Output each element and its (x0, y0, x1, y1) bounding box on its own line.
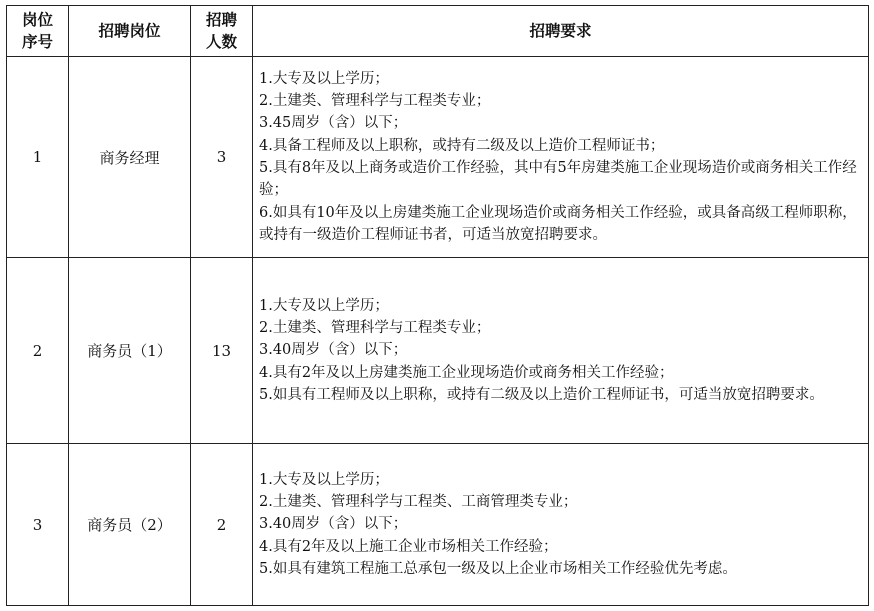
requirement-line: 1.大专及以上学历； (259, 297, 389, 314)
requirement-line: 2.土建类、管理科学与工程类专业； (259, 93, 491, 110)
table-row (7, 444, 869, 606)
row-no: 1 (7, 57, 69, 258)
row-count: 2 (191, 444, 253, 606)
row-count: 3 (191, 57, 253, 258)
table-row (7, 57, 869, 258)
requirement-line: 1.大专及以上学历； (259, 471, 389, 488)
requirement-line: 1.大专及以上学历； (259, 70, 389, 87)
row-requirements (253, 258, 869, 444)
row-position: 商务经理 (69, 57, 191, 258)
row-position: 商务员（2） (69, 444, 191, 606)
requirement-line: 3.40周岁（含）以下； (259, 516, 408, 533)
requirement-line: 5.如具有建筑工程施工总承包一级及以上企业市场相关工作经验优先考虑。 (259, 560, 737, 577)
recruitment-table (6, 5, 869, 606)
header-no: 岗位序号 (7, 6, 69, 57)
requirement-line: 4.具备工程师及以上职称，或持有二级及以上造价工程师证书； (259, 137, 665, 154)
requirement-line: 3.40周岁（含）以下； (259, 342, 408, 359)
header-requirements: 招聘要求 (253, 6, 869, 57)
row-position: 商务员（1） (69, 258, 191, 444)
requirement-line: 5.如具有工程师及以上职称，或持有二级及以上造价工程师证书，可适当放宽招聘要求。 (259, 386, 824, 403)
requirement-line: 2.土建类、管理科学与工程类、工商管理类专业； (259, 494, 578, 511)
header-row (7, 6, 869, 57)
row-count: 13 (191, 258, 253, 444)
requirement-line: 6.如具有10年及以上房建类施工企业现场造价或商务相关工作经验，或具备高级工程师职称，或持有一级造价工程师证书者，可适当放宽招聘要求。 (259, 204, 857, 243)
requirement-line: 4.具有2年及以上施工企业市场相关工作经验； (259, 538, 558, 555)
requirement-line: 3.45周岁（含）以下； (259, 115, 408, 132)
requirement-line: 5.具有8年及以上商务或造价工作经验，其中有5年房建类施工企业现场造价或商务相关工作经验； (259, 160, 857, 199)
header-count: 招聘人数 (191, 6, 253, 57)
requirement-line: 4.具有2年及以上房建类施工企业现场造价或商务相关工作经验； (259, 364, 674, 381)
row-no: 3 (7, 444, 69, 606)
table-row (7, 258, 869, 444)
requirement-line: 2.土建类、管理科学与工程类专业； (259, 320, 491, 337)
row-requirements (253, 444, 869, 606)
row-requirements (253, 57, 869, 258)
row-no: 2 (7, 258, 69, 444)
header-position: 招聘岗位 (69, 6, 191, 57)
